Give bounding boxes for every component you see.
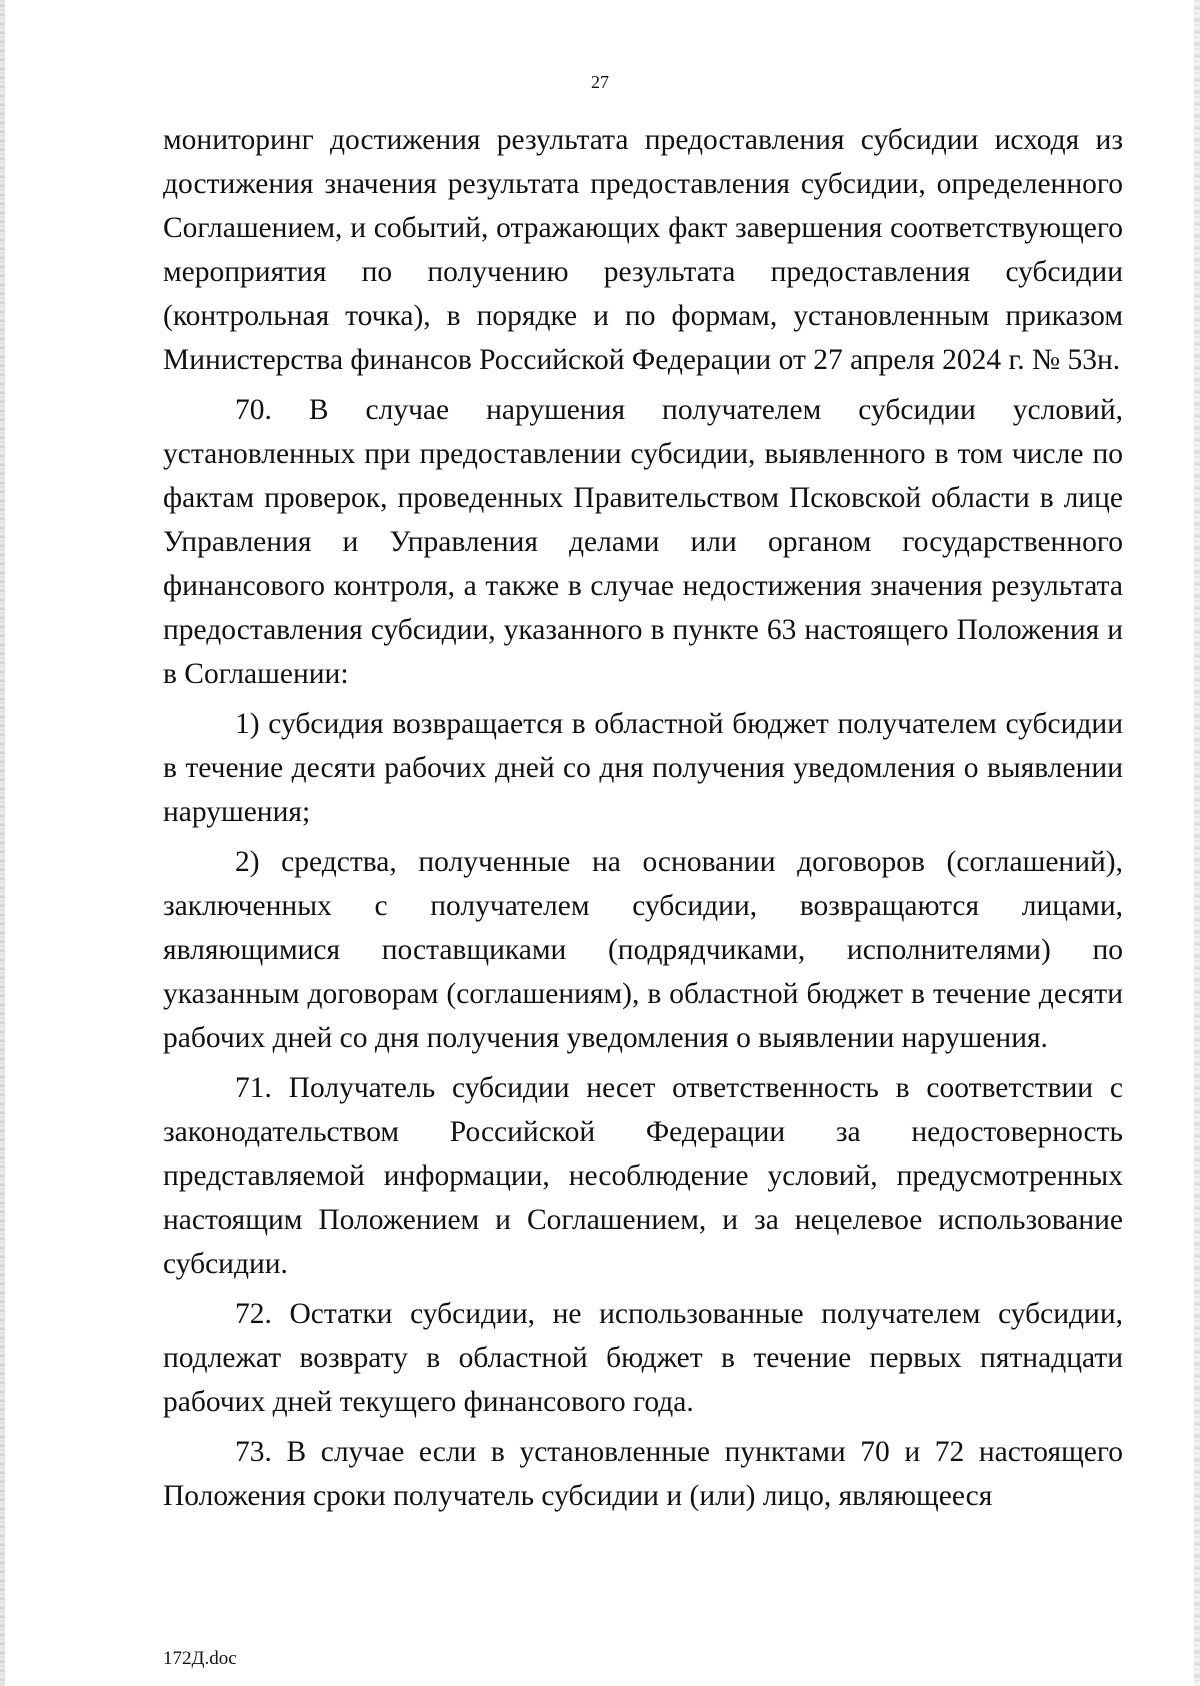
paragraph-70: 70. В случае нарушения получателем субсидии условий, установленных при предоставлении субсидии, выявленного в том числе по фактам проверок, проведенных Правительством Псковской области в лице Управления и Управления делами или органом государственного финансового контроля, а также в случае недостижения значения результата предоставления субсидии, указанного в пункте 63 настоящего Положения и в Соглашении:: [163, 394, 1123, 690]
paragraph-71: 71. Получатель субсидии несет ответственность в соответствии с законодательством Российской Федерации за недостоверность представляемой информации, несоблюдение условий, предусмотренных настоящим Положением и Соглашением, и за нецелевое использование субсидии.: [163, 1072, 1123, 1280]
paragraph-70-item-2: 2) средства, полученные на основании договоров (соглашений), заключенных с получателем субсидии, возвращаются лицами, являющимися поставщиками (подрядчиками, исполнителями) по указанным договорам (соглашениям), в областной бюджет в течение десяти рабочих дней со дня получения уведомления о выявлении нарушения.: [163, 846, 1123, 1054]
paragraph-73: 73. В случае если в установленные пунктами 70 и 72 настоящего Положения сроки получатель субсидии и (или) лицо, являющееся: [163, 1436, 1123, 1512]
file-name-footer: 172Д.doc: [163, 1648, 237, 1669]
paragraph-monitoring-continuation: мониторинг достижения результата предоставления субсидии исходя из достижения значения результата предоставления субсидии, определенного Соглашением, и событий, отражающих факт завершения соответствующего мероприятия по получению результата предоставления субсидии (контрольная точка), в порядке и по формам, установленным приказом Министерства финансов Российской Федерации от 27 апреля 2024 г. № 53н.: [163, 124, 1123, 376]
paragraph-70-item-1: 1) субсидия возвращается в областной бюджет получателем субсидии в течение десяти рабочих дней со дня получения уведомления о выявлении нарушения;: [163, 708, 1123, 828]
document-body: [163, 118, 1123, 1518]
page-number: 27: [591, 72, 609, 92]
scan-edge-left: [0, 0, 5, 1686]
scan-edge-right: [1194, 0, 1200, 1686]
paragraph-72: 72. Остатки субсидии, не использованные получателем субсидии, подлежат возврату в областной бюджет в течение первых пятнадцати рабочих дней текущего финансового года.: [163, 1298, 1123, 1418]
